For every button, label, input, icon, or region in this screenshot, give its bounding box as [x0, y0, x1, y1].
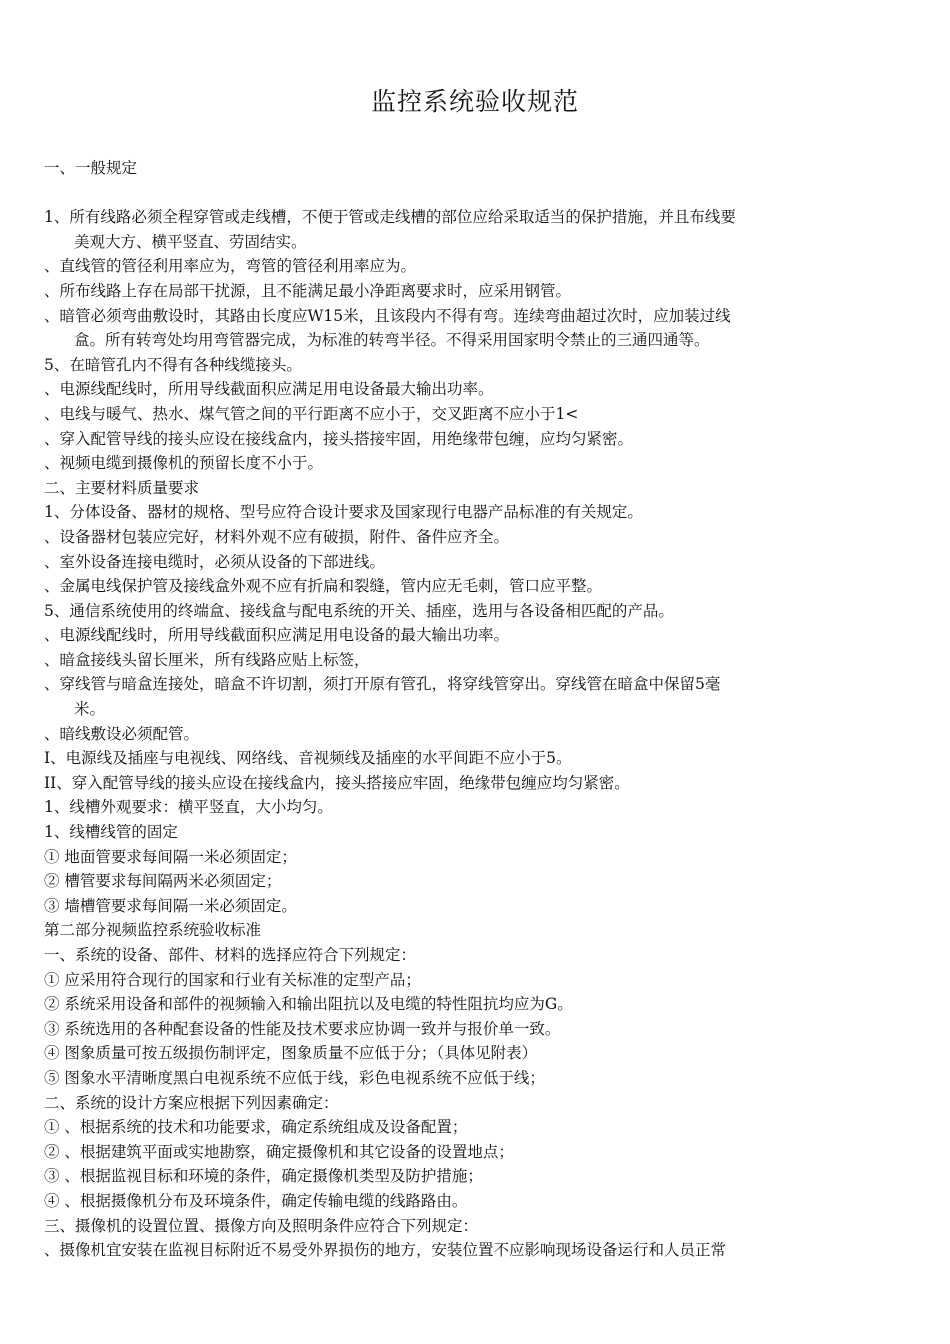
text-line: 1、所有线路必须全程穿管或走线槽，不便于管或走线槽的部位应给采取适当的保护措施，并且布线要 [44, 208, 736, 227]
list-item: ① 地面管要求每间隔一米必须固定； [44, 847, 297, 866]
list-item: ① 、根据系统的技术和功能要求，确定系统组成及设备配置； [44, 1118, 468, 1137]
section-heading: 一、系统的设备、部件、材料的选择应符合下列规定： [44, 946, 417, 964]
text-line: 5、通信系统使用的终端盒、接线盒与配电系统的开关、插座，选用与各设备相匹配的产品。 [44, 601, 674, 620]
text-line: 1、线槽线管的固定 [44, 823, 178, 842]
text-line: 、穿线管与暗盒连接处，暗盒不许切割，须打开原有管孔，将穿线管穿出。穿线管在暗盒中保留5毫 [44, 675, 721, 694]
list-item: ① 应采用符合现行的国家和行业有关标准的定型产品； [44, 970, 421, 989]
section-heading: 二、系统的设计方案应根据下列因素确定： [44, 1093, 339, 1112]
text-line: 、电源线配线时，所用导线截面积应满足用电设备最大输出功率。 [44, 380, 494, 399]
document-body [44, 156, 900, 1263]
list-item: ② 、根据建筑平面或实地勘察，确定摄像机和其它设备的设置地点； [44, 1142, 514, 1161]
text-line: 米。 [74, 700, 106, 719]
text-line: 1、分体设备、器材的规格、型号应符合设计要求及国家现行电器产品标准的有关规定。 [44, 503, 643, 522]
section-heading: 第二部分视频监控系统验收标准 [44, 921, 262, 940]
text-line: 一、一般规定 [44, 159, 138, 177]
text-line: 、暗线敷设必须配管。 [44, 724, 200, 743]
text-line: 、穿入配管导线的接头应设在接线盒内，接头搭接牢固，用绝缘带包缠，应均匀紧密。 [44, 429, 634, 448]
text-line: 、电源线配线时，所用导线截面积应满足用电设备的最大输出功率。 [44, 626, 510, 645]
text-line: 、所布线路上存在局部干扰源，且不能满足最小净距离要求时，应采用钢管。 [44, 281, 572, 300]
list-item: ④ 、根据摄像机分布及环境条件，确定传输电缆的线路路由。 [44, 1191, 468, 1210]
text-line: 、电线与暖气、热水、煤气管之间的平行距离不应小于，交叉距离不应小于1< [44, 404, 579, 423]
section-heading: 二、主要材料质量要求 [44, 478, 200, 497]
text-line: 盒。所有转弯处均用弯管器完成，为标准的转弯半径。不得采用国家明令禁止的三通四通等。 [74, 331, 710, 350]
text-line: 、暗管必须弯曲敷设时，其路由长度应W15米，且该段内不得有弯。连续弯曲超过次时，应加装过线 [44, 306, 731, 325]
list-item: ② 系统采用设备和部件的视频输入和输出阻抗以及电缆的特性阻抗均应为G。 [44, 995, 573, 1014]
list-item: ③ 系统选用的各种配套设备的性能及技术要求应协调一致并与报价单一致。 [44, 1019, 561, 1038]
text-line: 1、线槽外观要求：横平竖直，大小均匀。 [44, 798, 333, 817]
text-line: 、设备器材包装应完好，材料外观不应有破损，附件、备件应齐全。 [44, 527, 510, 546]
section-heading: 三、摄像机的设置位置、摄像方向及照明条件应符合下列规定： [44, 1216, 479, 1235]
text-line: II、穿入配管导线的接头应设在接线盒内，接头搭接应牢固，绝缘带包缠应均匀紧密。 [44, 773, 630, 792]
text-line: 、视频电缆到摄像机的预留长度不小于。 [44, 454, 324, 473]
text-line: 、室外设备连接电缆时，必须从设备的下部进线。 [44, 552, 386, 571]
document-title: 监控系统验收规范 [370, 87, 579, 116]
text-line: 、摄像机宜安装在监视目标附近不易受外界损伤的地方，安装位置不应影响现场设备运行和人员正常 [44, 1241, 727, 1260]
text-line: 、暗盒接线头留长厘米，所有线路应贴上标签， [44, 650, 370, 669]
text-line: 美观大方、横平竖直、劳固结实。 [74, 232, 307, 251]
text-line: I、电源线及插座与电视线、网络线、音视频线及插座的水平间距不应小于5。 [44, 749, 572, 768]
blank-line [44, 181, 900, 206]
text-line: 、直线管的管径利用率应为，弯管的管径利用率应为。 [44, 257, 417, 276]
list-item: ④ 图象质量可按五级损伤制评定，图象质量不应低于分；（具体见附表） [44, 1044, 538, 1063]
list-item: ③ 、根据监视目标和环境的条件，确定摄像机类型及防护措施； [44, 1167, 483, 1186]
text-line: 、金属电线保护管及接线盒外观不应有折扁和裂缝，管内应无毛刺，管口应平整。 [44, 577, 603, 596]
list-item: ③ 墙槽管要求每间隔一米必须固定。 [44, 896, 297, 915]
list-item: ② 槽管要求每间隔两米必须固定； [44, 872, 282, 891]
list-item: ⑤ 图象水平清晰度黑白电视系统不应低于线，彩色电视系统不应低于线； [44, 1068, 545, 1087]
text-line: 5、在暗管孔内不得有各种线缆接头。 [44, 355, 302, 374]
